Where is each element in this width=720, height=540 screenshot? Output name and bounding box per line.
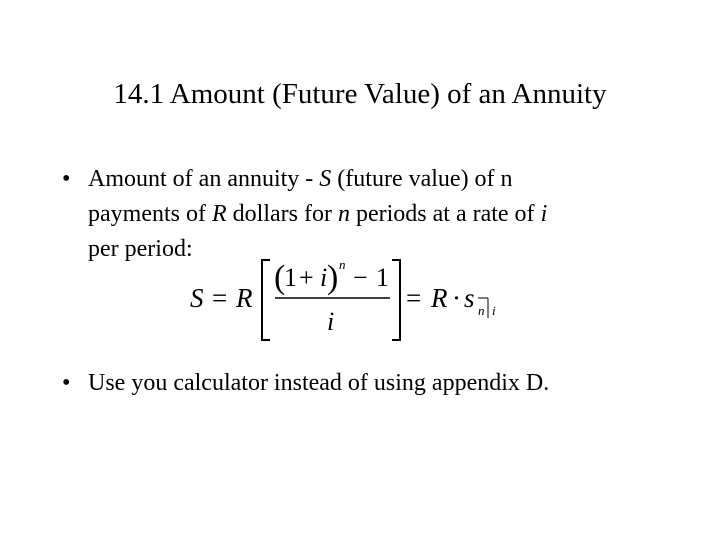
bullet-text xyxy=(88,162,658,267)
open-paren: ( xyxy=(274,259,286,296)
formula-equals-2: = xyxy=(406,283,422,313)
bullet-text-part: (future value) of n xyxy=(331,166,513,192)
bullet-text: Use you calculator instead of using appendix D. xyxy=(88,370,550,396)
formula-subscript-n: n xyxy=(478,303,485,318)
right-bracket xyxy=(392,260,400,340)
variable-i: i xyxy=(540,201,548,227)
bullet-glyph: • xyxy=(62,166,71,192)
formula-denominator-i: i xyxy=(327,307,335,336)
formula-equals: = xyxy=(212,283,228,313)
variable-n: n xyxy=(337,201,350,227)
formula-subscript-i: i xyxy=(492,303,496,318)
bullet-text-part: Amount of an annuity - xyxy=(88,166,320,192)
variable-S: S xyxy=(319,166,332,192)
variable-R: R xyxy=(211,201,227,227)
formula-i: i xyxy=(320,263,328,292)
formula-one-2: 1 xyxy=(376,263,389,292)
formula-minus: − xyxy=(353,263,368,292)
bullet-text-part: dollars for xyxy=(226,201,338,227)
bullet-glyph: • xyxy=(62,370,71,396)
formula-S: S xyxy=(190,283,204,313)
formula-R-2: R xyxy=(431,283,448,313)
slide-title: 14.1 Amount (Future Value) of an Annuity xyxy=(113,78,607,110)
left-bracket xyxy=(262,260,270,340)
formula-s: s xyxy=(464,283,475,313)
bullet-text-part: payments of xyxy=(88,201,212,227)
formula-R: R xyxy=(236,283,253,313)
formula-cdot: · xyxy=(452,283,461,313)
formula-svg xyxy=(190,254,510,349)
bullet-text-part: per period: xyxy=(88,236,193,262)
formula-one: 1 xyxy=(284,263,297,292)
formula-plus: + xyxy=(299,263,314,292)
formula-exponent-n: n xyxy=(339,257,346,272)
bullet-text-part: periods at a rate of xyxy=(349,201,541,227)
close-paren: ) xyxy=(327,259,339,296)
future-value-formula xyxy=(190,254,510,349)
